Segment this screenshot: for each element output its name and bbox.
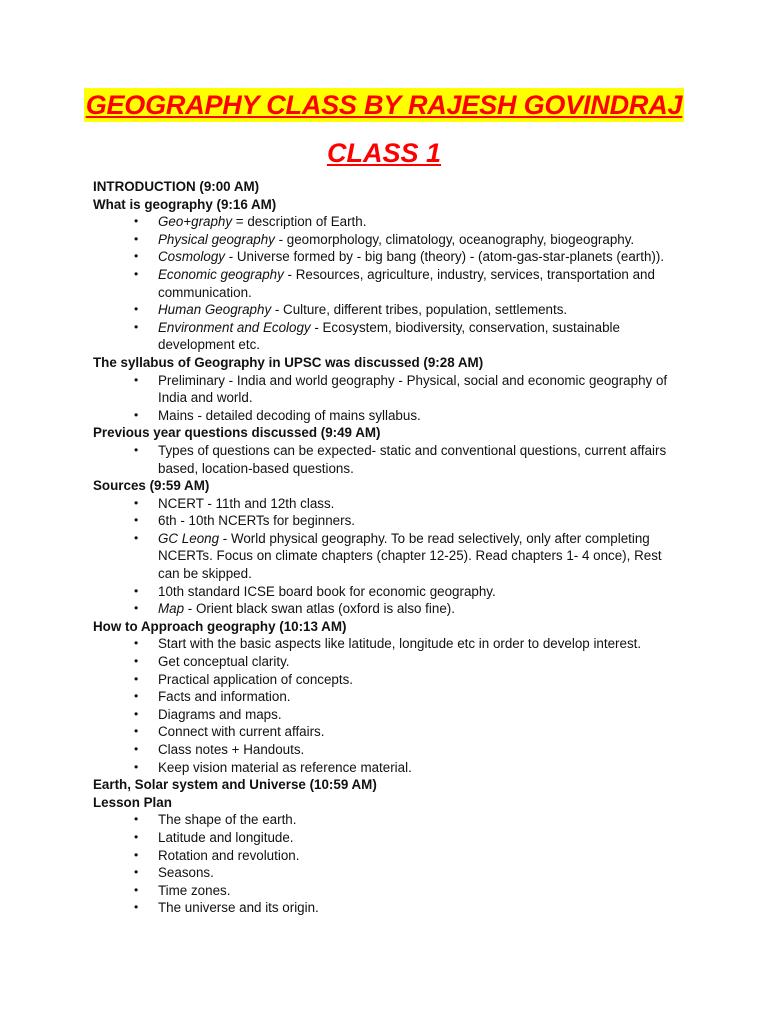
list-item bbox=[93, 530, 683, 583]
list-item bbox=[93, 899, 683, 917]
item-text: Seasons. bbox=[158, 865, 214, 881]
item-term: Human Geography bbox=[158, 302, 272, 318]
item-text: Diagrams and maps. bbox=[158, 706, 282, 722]
item-text: The shape of the earth. bbox=[158, 812, 297, 828]
subtitle-wrapper bbox=[0, 136, 768, 170]
item-text: Latitude and longitude. bbox=[158, 829, 294, 845]
section-heading: How to Approach geography (10:13 AM) bbox=[93, 618, 347, 634]
list-item bbox=[93, 231, 683, 249]
list-item bbox=[93, 512, 683, 530]
list-item bbox=[93, 864, 683, 882]
item-text: Class notes + Handouts. bbox=[158, 742, 305, 757]
list-item bbox=[93, 847, 683, 865]
bullet-list bbox=[93, 635, 683, 776]
item-term: Environment and Ecology bbox=[158, 319, 311, 335]
item-text: Keep vision material as reference material. bbox=[158, 759, 412, 775]
item-text: Mains - detailed decoding of mains syllabus. bbox=[158, 407, 421, 423]
document-subtitle: CLASS 1 bbox=[326, 138, 442, 168]
list-item bbox=[93, 495, 683, 513]
item-text: NCERT - 11th and 12th class. bbox=[158, 495, 335, 511]
list-item bbox=[93, 635, 683, 653]
item-text: - Culture, different tribes, population, settlements. bbox=[271, 302, 568, 318]
item-text: - Resources, agriculture, industry, services, transportation and communication. bbox=[158, 266, 655, 300]
list-item bbox=[93, 688, 683, 706]
title-wrapper bbox=[0, 88, 768, 122]
section-heading: Earth, Solar system and Universe (10:59 AM) bbox=[93, 777, 377, 793]
item-text: - geomorphology, climatology, oceanography, biogeography. bbox=[274, 231, 635, 247]
item-text: Start with the basic aspects like latitude, longitude etc in order to develop interest. bbox=[158, 636, 642, 652]
section-heading: The syllabus of Geography in UPSC was discussed (9:28 AM) bbox=[93, 354, 484, 370]
bullet-list bbox=[93, 811, 683, 917]
section-heading: Previous year questions discussed (9:49 AM) bbox=[93, 425, 381, 441]
item-text: Types of questions can be expected- static and conventional questions, current affairs based, location-based questions. bbox=[158, 442, 667, 476]
item-text: Preliminary - India and world geography - Physical, social and economic geography of India and world. bbox=[158, 372, 668, 406]
list-item bbox=[93, 653, 683, 671]
item-term: Geo+graphy bbox=[158, 214, 233, 230]
document-title: GEOGRAPHY CLASS BY RAJESH GOVINDRAJ bbox=[85, 90, 683, 120]
item-text: = description of Earth. bbox=[232, 214, 367, 230]
list-item bbox=[93, 741, 683, 759]
item-term: GC Leong bbox=[158, 530, 220, 546]
list-item bbox=[93, 829, 683, 847]
section-heading: Sources (9:59 AM) bbox=[93, 478, 210, 494]
section-heading: INTRODUCTION (9:00 AM) bbox=[93, 179, 260, 194]
list-item bbox=[93, 248, 683, 266]
bullet-list bbox=[93, 442, 683, 477]
item-term: Map bbox=[158, 601, 185, 617]
list-item bbox=[93, 213, 683, 231]
item-text: - Orient black swan atlas (oxford is also fine). bbox=[184, 601, 455, 617]
bullet-list bbox=[93, 213, 683, 354]
list-item bbox=[93, 759, 683, 777]
notes-body bbox=[93, 178, 683, 917]
list-item bbox=[93, 811, 683, 829]
bullet-list bbox=[93, 495, 683, 618]
item-text: - World physical geography. To be read selectively, only after completing NCERTs. Focus on climate chapters (chapter 12-25). Read chapters 1- 4 once), Rest can be skipped. bbox=[158, 530, 662, 582]
list-item bbox=[93, 706, 683, 724]
item-term: Cosmology bbox=[158, 249, 225, 265]
item-text: Facts and information. bbox=[158, 689, 291, 705]
list-item bbox=[93, 671, 683, 689]
item-text: Time zones. bbox=[158, 882, 231, 898]
item-term: Economic geography bbox=[158, 266, 284, 282]
list-item bbox=[93, 301, 683, 319]
list-item bbox=[93, 407, 683, 425]
bullet-list bbox=[93, 372, 683, 425]
item-text: Get conceptual clarity. bbox=[158, 654, 290, 670]
item-text: - Universe formed by - big bang (theory) - (atom-gas-star-planets (earth)). bbox=[224, 249, 665, 265]
list-item bbox=[93, 583, 683, 601]
item-text: The universe and its origin. bbox=[158, 900, 319, 916]
item-text: - Ecosystem, biodiversity, conservation, sustainable development etc. bbox=[158, 319, 620, 353]
list-item bbox=[93, 266, 683, 301]
item-text: Connect with current affairs. bbox=[158, 724, 325, 740]
item-text: Rotation and revolution. bbox=[158, 847, 300, 863]
list-item bbox=[93, 372, 683, 407]
section-heading: What is geography (9:16 AM) bbox=[93, 196, 277, 212]
item-text: Practical application of concepts. bbox=[158, 671, 354, 687]
item-text: 10th standard ICSE board book for economic geography. bbox=[158, 583, 496, 599]
item-text: 6th - 10th NCERTs for beginners. bbox=[158, 513, 355, 529]
list-item bbox=[93, 723, 683, 741]
section-heading: Lesson Plan bbox=[93, 794, 172, 810]
list-item bbox=[93, 882, 683, 900]
list-item bbox=[93, 442, 683, 477]
item-term: Physical geography bbox=[158, 231, 275, 247]
list-item bbox=[93, 600, 683, 618]
list-item bbox=[93, 319, 683, 354]
